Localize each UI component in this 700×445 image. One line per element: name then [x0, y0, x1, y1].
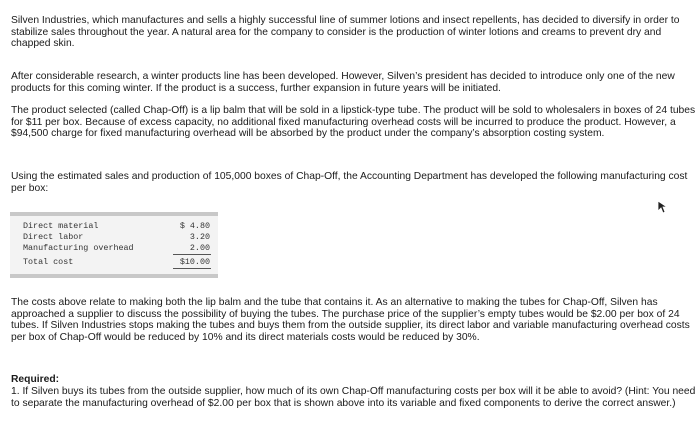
required-heading: Required:: [11, 374, 60, 385]
row-label: Direct labor: [23, 232, 84, 242]
row-label: Direct material: [23, 221, 99, 231]
row-label: Manufacturing overhead: [23, 243, 134, 253]
estimate-paragraph: Using the estimated sales and production of 105,000 boxes of Chap-Off, the Accounting Department has developed the following manufacturing cost per box:: [11, 171, 688, 194]
table-total-row: [10, 257, 218, 268]
table-row: [10, 243, 218, 254]
research-paragraph: After considerable research, a winter products line has been developed. However, Silven’s president has decided to introduce only one of the new products for this coming winter. If the product is a success, further expansion in future years will be initiated.: [11, 71, 675, 94]
table-row: [10, 232, 218, 243]
row-value: $ 4.80: [179, 221, 210, 231]
row-value: 2.00: [189, 243, 210, 253]
mouse-pointer-icon: [657, 200, 669, 214]
question-1: 1. If Silven buys its tubes from the outside supplier, how much of its own Chap-Off manufacturing costs per box will it be able to avoid? (Hint: You need to separate the manufacturing overhead of $2.00 per box that is shown above into its variable and fixed components to derive the correct answer.): [11, 386, 696, 409]
total-rule: [173, 268, 211, 269]
row-value: $10.00: [179, 257, 210, 267]
cost-per-box-table: [10, 212, 218, 278]
table-row: [10, 221, 218, 232]
product-paragraph: The product selected (called Chap-Off) is a lip balm that will be sold in a lipstick-type tube. The product will be sold to wholesalers in boxes of 24 tubes for $11 per box. Because of excess capacity, no additional fixed manufacturing overhead costs will be incurred to produce the product. However, a $94,500 charge for fixed manufacturing overhead will be absorbed by the product under the company’s absorption costing system.: [11, 105, 696, 139]
row-label: Total cost: [23, 257, 74, 267]
row-value: 3.20: [189, 232, 210, 242]
table-bottom-border: [10, 274, 218, 278]
table-top-border: [10, 212, 218, 216]
alternative-paragraph: The costs above relate to making both the lip balm and the tube that contains it. As an alternative to making the tubes for Chap-Off, Silven has approached a supplier to discuss the possibility of buying the tubes. The purchase price of the supplier’s empty tubes would be $2.00 per box of 24 tubes. If Silven Industries stops making the tubes and buys them from the outside supplier, its direct labor and variable manufacturing overhead costs per box of Chap-Off would be reduced by 10% and its direct materials costs would be reduced by 30%.: [11, 297, 690, 343]
subtotal-rule: [173, 254, 211, 255]
intro-paragraph: Silven Industries, which manufactures and sells a highly successful line of summer lotions and insect repellents, has decided to diversify in order to stabilize sales throughout the year. A natural area for the company to consider is the production of winter lotions and creams to prevent dry and chapped skin.: [11, 15, 680, 49]
